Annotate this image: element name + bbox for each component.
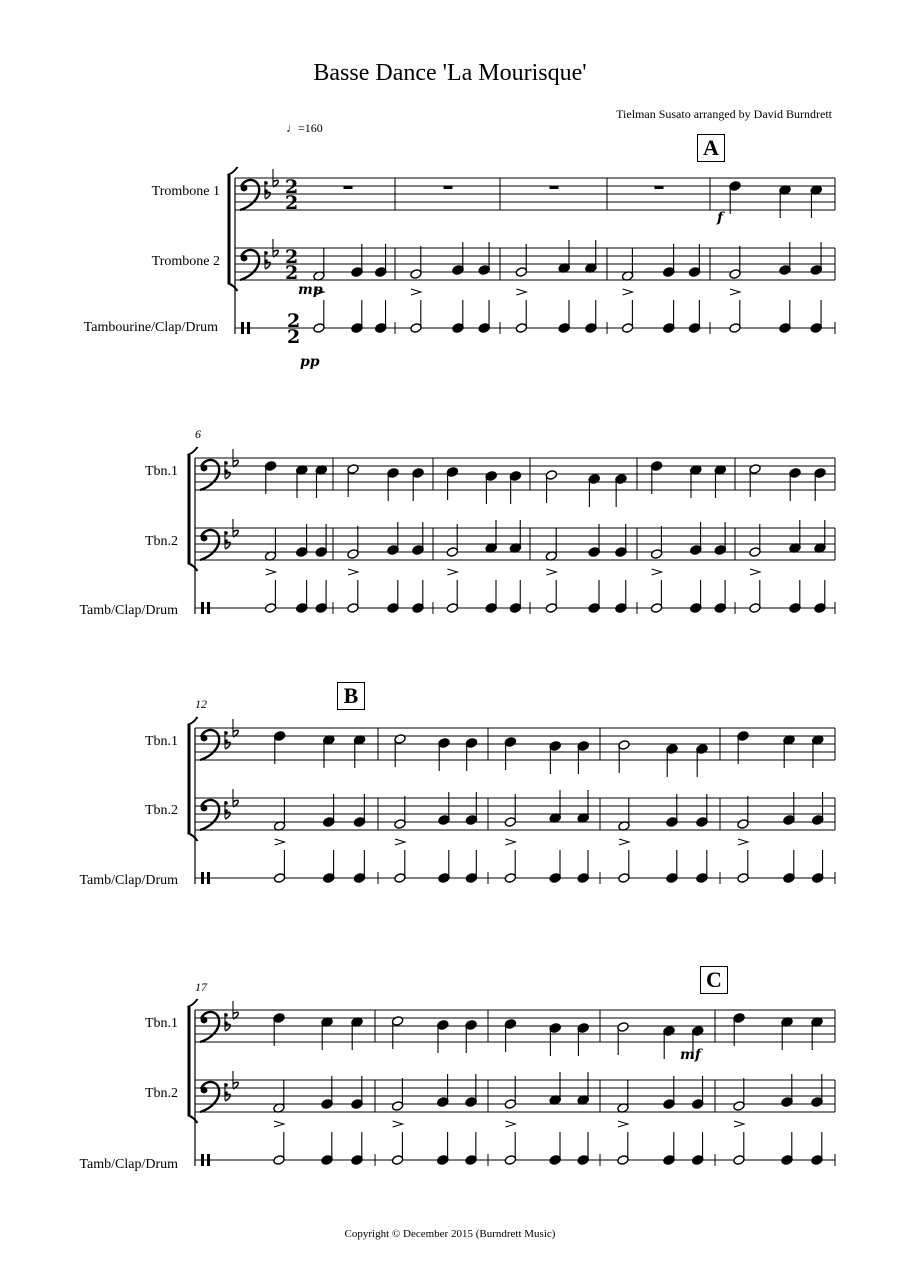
- instrument-label-tbn-2: Tbn.2: [144, 1086, 178, 1101]
- bass-clef-icon: [200, 1012, 219, 1042]
- system-bracket: [228, 167, 238, 175]
- time-signature: 2: [285, 246, 299, 268]
- accent-mark: [447, 569, 457, 575]
- measure-number: 6: [195, 427, 201, 441]
- bass-clef-icon: [240, 180, 259, 210]
- percussion-clef-icon: [247, 322, 250, 334]
- instrument-label-trombone-1: Trombone 1: [151, 184, 220, 199]
- dynamic-forte: f: [717, 210, 724, 226]
- percussion-clef-icon: [201, 872, 204, 884]
- bass-clef-icon: [201, 805, 208, 812]
- accent-mark: [275, 839, 285, 845]
- time-signature: 2: [285, 192, 299, 214]
- instrument-label-tamb: Tamb/Clap/Drum: [79, 873, 178, 888]
- instrument-label-tbn-1: Tbn.1: [144, 464, 178, 479]
- instrument-label-tbn-1: Tbn.1: [144, 1016, 178, 1031]
- accent-mark: [652, 569, 662, 575]
- instrument-label-trombone-2: Trombone 2: [151, 254, 220, 269]
- flat-sign: [225, 542, 230, 549]
- accent-mark: [619, 839, 629, 845]
- instrument-label-tamb: Tamb/Clap/Drum: [79, 603, 178, 618]
- bass-clef-icon: [201, 465, 208, 472]
- accent-mark: [734, 1121, 744, 1127]
- percussion-clef-icon: [201, 602, 204, 614]
- accent-mark: [546, 569, 556, 575]
- instrument-label-tbn-2: Tbn.2: [144, 534, 178, 549]
- bass-clef-icon: [200, 530, 219, 560]
- accent-mark: [618, 1121, 628, 1127]
- instrument-label-percussion: Tambourine/Clap/Drum: [83, 320, 218, 335]
- instrument-label-tamb: Tamb/Clap/Drum: [79, 1157, 178, 1172]
- accent-mark: [395, 839, 405, 845]
- accent-mark: [314, 289, 324, 295]
- flat-sign: [225, 812, 230, 819]
- instrument-label-tbn-1: Tbn.1: [144, 734, 178, 749]
- accent-mark: [505, 1121, 515, 1127]
- flat-sign: [225, 1094, 230, 1101]
- accent-mark: [348, 569, 358, 575]
- accent-mark: [516, 289, 526, 295]
- flat-sign: [225, 742, 230, 749]
- accent-mark: [750, 569, 760, 575]
- dynamic-pianissimo: pp: [300, 354, 320, 370]
- bass-clef-icon: [200, 460, 219, 490]
- accent-mark: [505, 839, 515, 845]
- composer-credit: Tielman Susato arranged by David Burndrett: [616, 107, 832, 121]
- bass-clef-icon: [241, 185, 248, 192]
- system-bracket: [188, 717, 198, 725]
- system-bracket: [228, 283, 238, 291]
- bass-clef-icon: [201, 1017, 208, 1024]
- accent-mark: [730, 289, 740, 295]
- score-title: Basse Dance 'La Mourisque': [313, 60, 587, 86]
- flat-sign: [265, 262, 270, 269]
- percussion-clef-icon: [201, 1154, 204, 1166]
- dynamic-mezzo-piano: mp: [298, 282, 323, 298]
- whole-rest: [550, 186, 559, 189]
- accent-mark: [623, 289, 633, 295]
- time-signature: 2: [287, 310, 301, 332]
- measure-number: 17: [195, 980, 207, 994]
- bass-clef-icon: [201, 1087, 208, 1094]
- time-signature: 2: [287, 326, 301, 348]
- whole-rest: [655, 186, 664, 189]
- rehearsal-mark-c: C: [700, 966, 728, 994]
- measure-number: 12: [195, 697, 207, 711]
- system-bracket: [188, 1115, 198, 1123]
- bass-clef-icon: [240, 250, 259, 280]
- accent-mark: [393, 1121, 403, 1127]
- bass-clef-icon: [241, 255, 248, 262]
- bass-clef-icon: [200, 1082, 219, 1112]
- time-signature: 2: [285, 176, 299, 198]
- tempo-marking: ♩=160: [286, 121, 323, 135]
- percussion-clef-icon: [207, 1154, 210, 1166]
- instrument-label-tbn-2: Tbn.2: [144, 803, 178, 818]
- percussion-clef-icon: [207, 602, 210, 614]
- percussion-clef-icon: [241, 322, 244, 334]
- dynamic-mezzo-forte: mf: [680, 1047, 701, 1063]
- whole-rest: [344, 186, 353, 189]
- bass-clef-icon: [201, 535, 208, 542]
- system-bracket: [188, 999, 198, 1007]
- copyright-footer: Copyright © December 2015 (Burndrett Music): [344, 1228, 556, 1240]
- system-bracket: [188, 563, 198, 571]
- system-bracket: [188, 447, 198, 455]
- accent-mark: [411, 289, 421, 295]
- system-bracket: [188, 833, 198, 841]
- percussion-clef-icon: [207, 872, 210, 884]
- accent-mark: [274, 1121, 284, 1127]
- time-signature: 2: [285, 262, 299, 284]
- flat-sign: [225, 472, 230, 479]
- accent-mark: [266, 569, 276, 575]
- bass-clef-icon: [200, 730, 219, 760]
- bass-clef-icon: [201, 735, 208, 742]
- flat-sign: [225, 1024, 230, 1031]
- flat-sign: [265, 192, 270, 199]
- bass-clef-icon: [200, 800, 219, 830]
- rehearsal-mark-a: A: [697, 134, 725, 162]
- whole-rest: [444, 186, 453, 189]
- rehearsal-mark-b: B: [337, 682, 365, 710]
- accent-mark: [738, 839, 748, 845]
